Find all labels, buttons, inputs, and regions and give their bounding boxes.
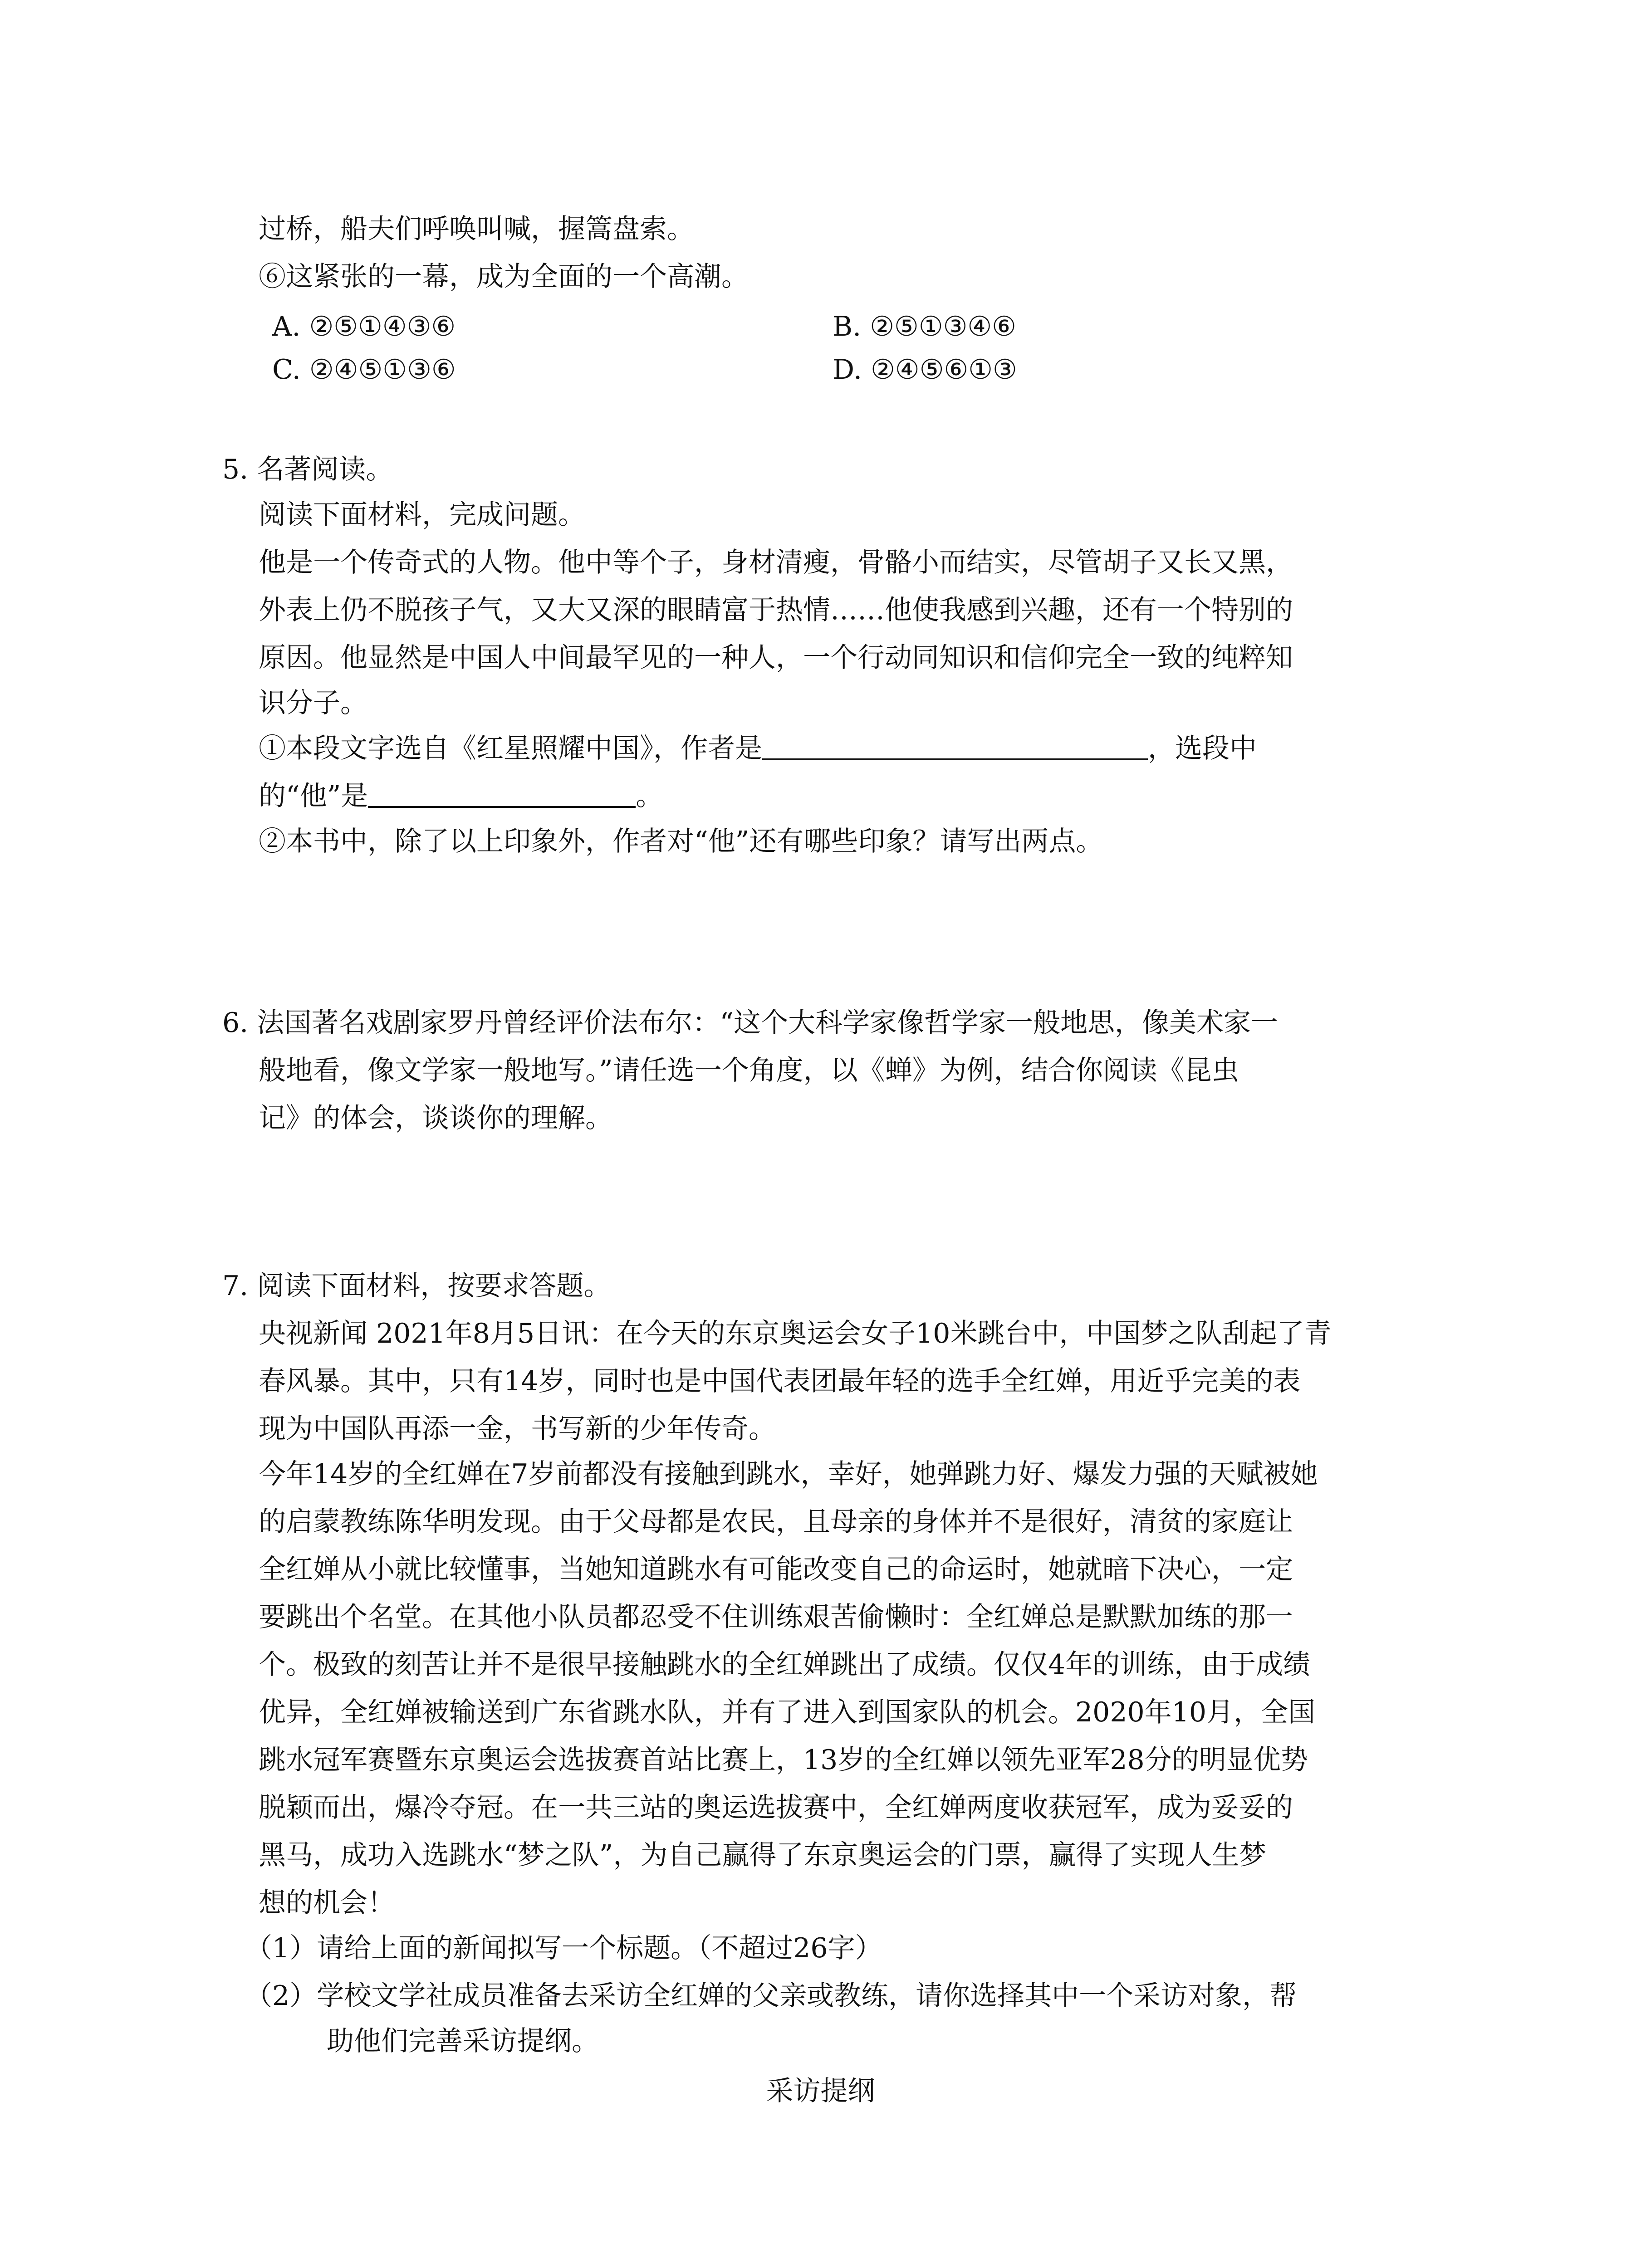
q4-option-c: C. ②④⑤①③⑥ [272,354,456,386]
q7-news-line: 央视新闻 2021年8月5日讯：在今天的东京奥运会女子10米跳台中，中国梦之队刮起了青 [259,1318,1332,1349]
q5-subq1-text-b: ，选段中 [1148,733,1257,764]
q7-news-line: 春风暴。其中，只有14岁，同时也是中国代表团最年轻的选手全红婵，用近乎完美的表 [259,1365,1301,1397]
q5-subq1-text-c: 的“他”是 [259,780,368,812]
q7-news-line: 脱颖而出，爆冷夺冠。在一共三站的奥运选拔赛中，全红婵两度收获冠军，成为妥妥的 [259,1792,1293,1823]
q5-passage-line-3: 原因。他显然是中国人中间最罕见的一种人，一个行动同知识和信仰完全一致的纯粹知 [259,642,1293,674]
q7-subq2-line-1: （2）学校文学社成员准备去采访全红婵的父亲或教练，请你选择其中一个采访对象，帮 [245,1980,1297,2012]
q7-news-line: 优异，全红婵被输送到广东省跳水队，并有了进入到国家队的机会。2020年10月，全国 [259,1696,1316,1728]
q7-news-line: 的启蒙教练陈华明发现。由于父母都是农民，且母亲的身体并不是很好，清贫的家庭让 [259,1506,1293,1538]
author-answer-blank[interactable] [762,731,1148,760]
q5-heading: 5. 名著阅读。 [222,454,393,485]
q7-subq2-line-2: 助他们完善采访提纲。 [327,2025,599,2057]
q5-passage-line-4: 识分子。 [259,687,367,719]
q6-line-3: 记》的体会，谈谈你的理解。 [259,1102,612,1134]
q6-line-2: 般地看，像文学家一般地写。”请任选一个角度，以《蝉》为例，结合你阅读《昆虫 [259,1055,1239,1086]
q4-continuation-line: 过桥，船夫们呼唤叫喊，握篙盘索。 [259,213,694,245]
q7-news-line: 跳水冠军赛暨东京奥运会选拔赛首站比赛上，13岁的全红婵以领先亚军28分的明显优势 [259,1744,1308,1776]
q7-news-line: 个。极致的刻苦让并不是很早接触跳水的全红婵跳出了成绩。仅仅4年的训练，由于成绩 [259,1649,1311,1681]
q5-passage-line-1: 他是一个传奇式的人物。他中等个子，身材清瘦，骨骼小而结实，尽管胡子又长又黑， [259,547,1293,578]
q7-news-line: 要跳出个名堂。在其他小队员都忍受不住训练艰苦偷懒时：全红婵总是默默加练的那一 [259,1601,1293,1633]
q5-passage-line-2: 外表上仍不脱孩子气，又大又深的眼睛富于热情……他使我感到兴趣，还有一个特别的 [259,594,1293,626]
q5-subq1-line-2 [259,778,663,814]
q7-heading: 7. 阅读下面材料，按要求答题。 [222,1270,611,1302]
q4-sentence-6: ⑥这紧张的一幕，成为全面的一个高潮。 [259,261,749,293]
q4-option-b: B. ②⑤①③④⑥ [833,311,1016,342]
q7-news-line: 想的机会！ [259,1887,395,1919]
q5-subq2: ②本书中，除了以上印象外，作者对“他”还有哪些印象？请写出两点。 [259,826,1103,857]
q5-subq1-text-d: 。 [636,780,663,812]
q5-subq1-text: ①本段文字选自《红星照耀中国》，作者是 [259,733,762,764]
q7-subq1: （1）请给上面的新闻拟写一个标题。（不超过26字） [245,1932,882,1964]
q6-line-1: 6. 法国著名戏剧家罗丹曾经评价法布尔：“这个大科学家像哲学家一般地思，像美术家一 [222,1007,1278,1039]
q5-intro: 阅读下面材料，完成问题。 [259,499,585,531]
q7-news-line: 现为中国队再添一金，书写新的少年传奇。 [259,1413,776,1445]
interview-outline-title: 采访提纲 [766,2075,875,2107]
q4-option-a: A. ②⑤①④③⑥ [272,311,456,342]
q7-news-line: 黑马，成功入选跳水“梦之队”，为自己赢得了东京奥运会的门票，赢得了实现人生梦 [259,1839,1267,1871]
q7-news-line: 全红婵从小就比较懂事，当她知道跳水有可能改变自己的命运时，她就暗下决心，一定 [259,1554,1293,1585]
q4-option-d: D. ②④⑤⑥①③ [833,354,1017,386]
q5-subq1-line [259,730,1257,767]
q7-news-line: 今年14岁的全红婵在7岁前都没有接触到跳水，幸好，她弹跳力好、爆发力强的天赋被她 [259,1458,1318,1490]
person-answer-blank[interactable] [368,779,636,808]
